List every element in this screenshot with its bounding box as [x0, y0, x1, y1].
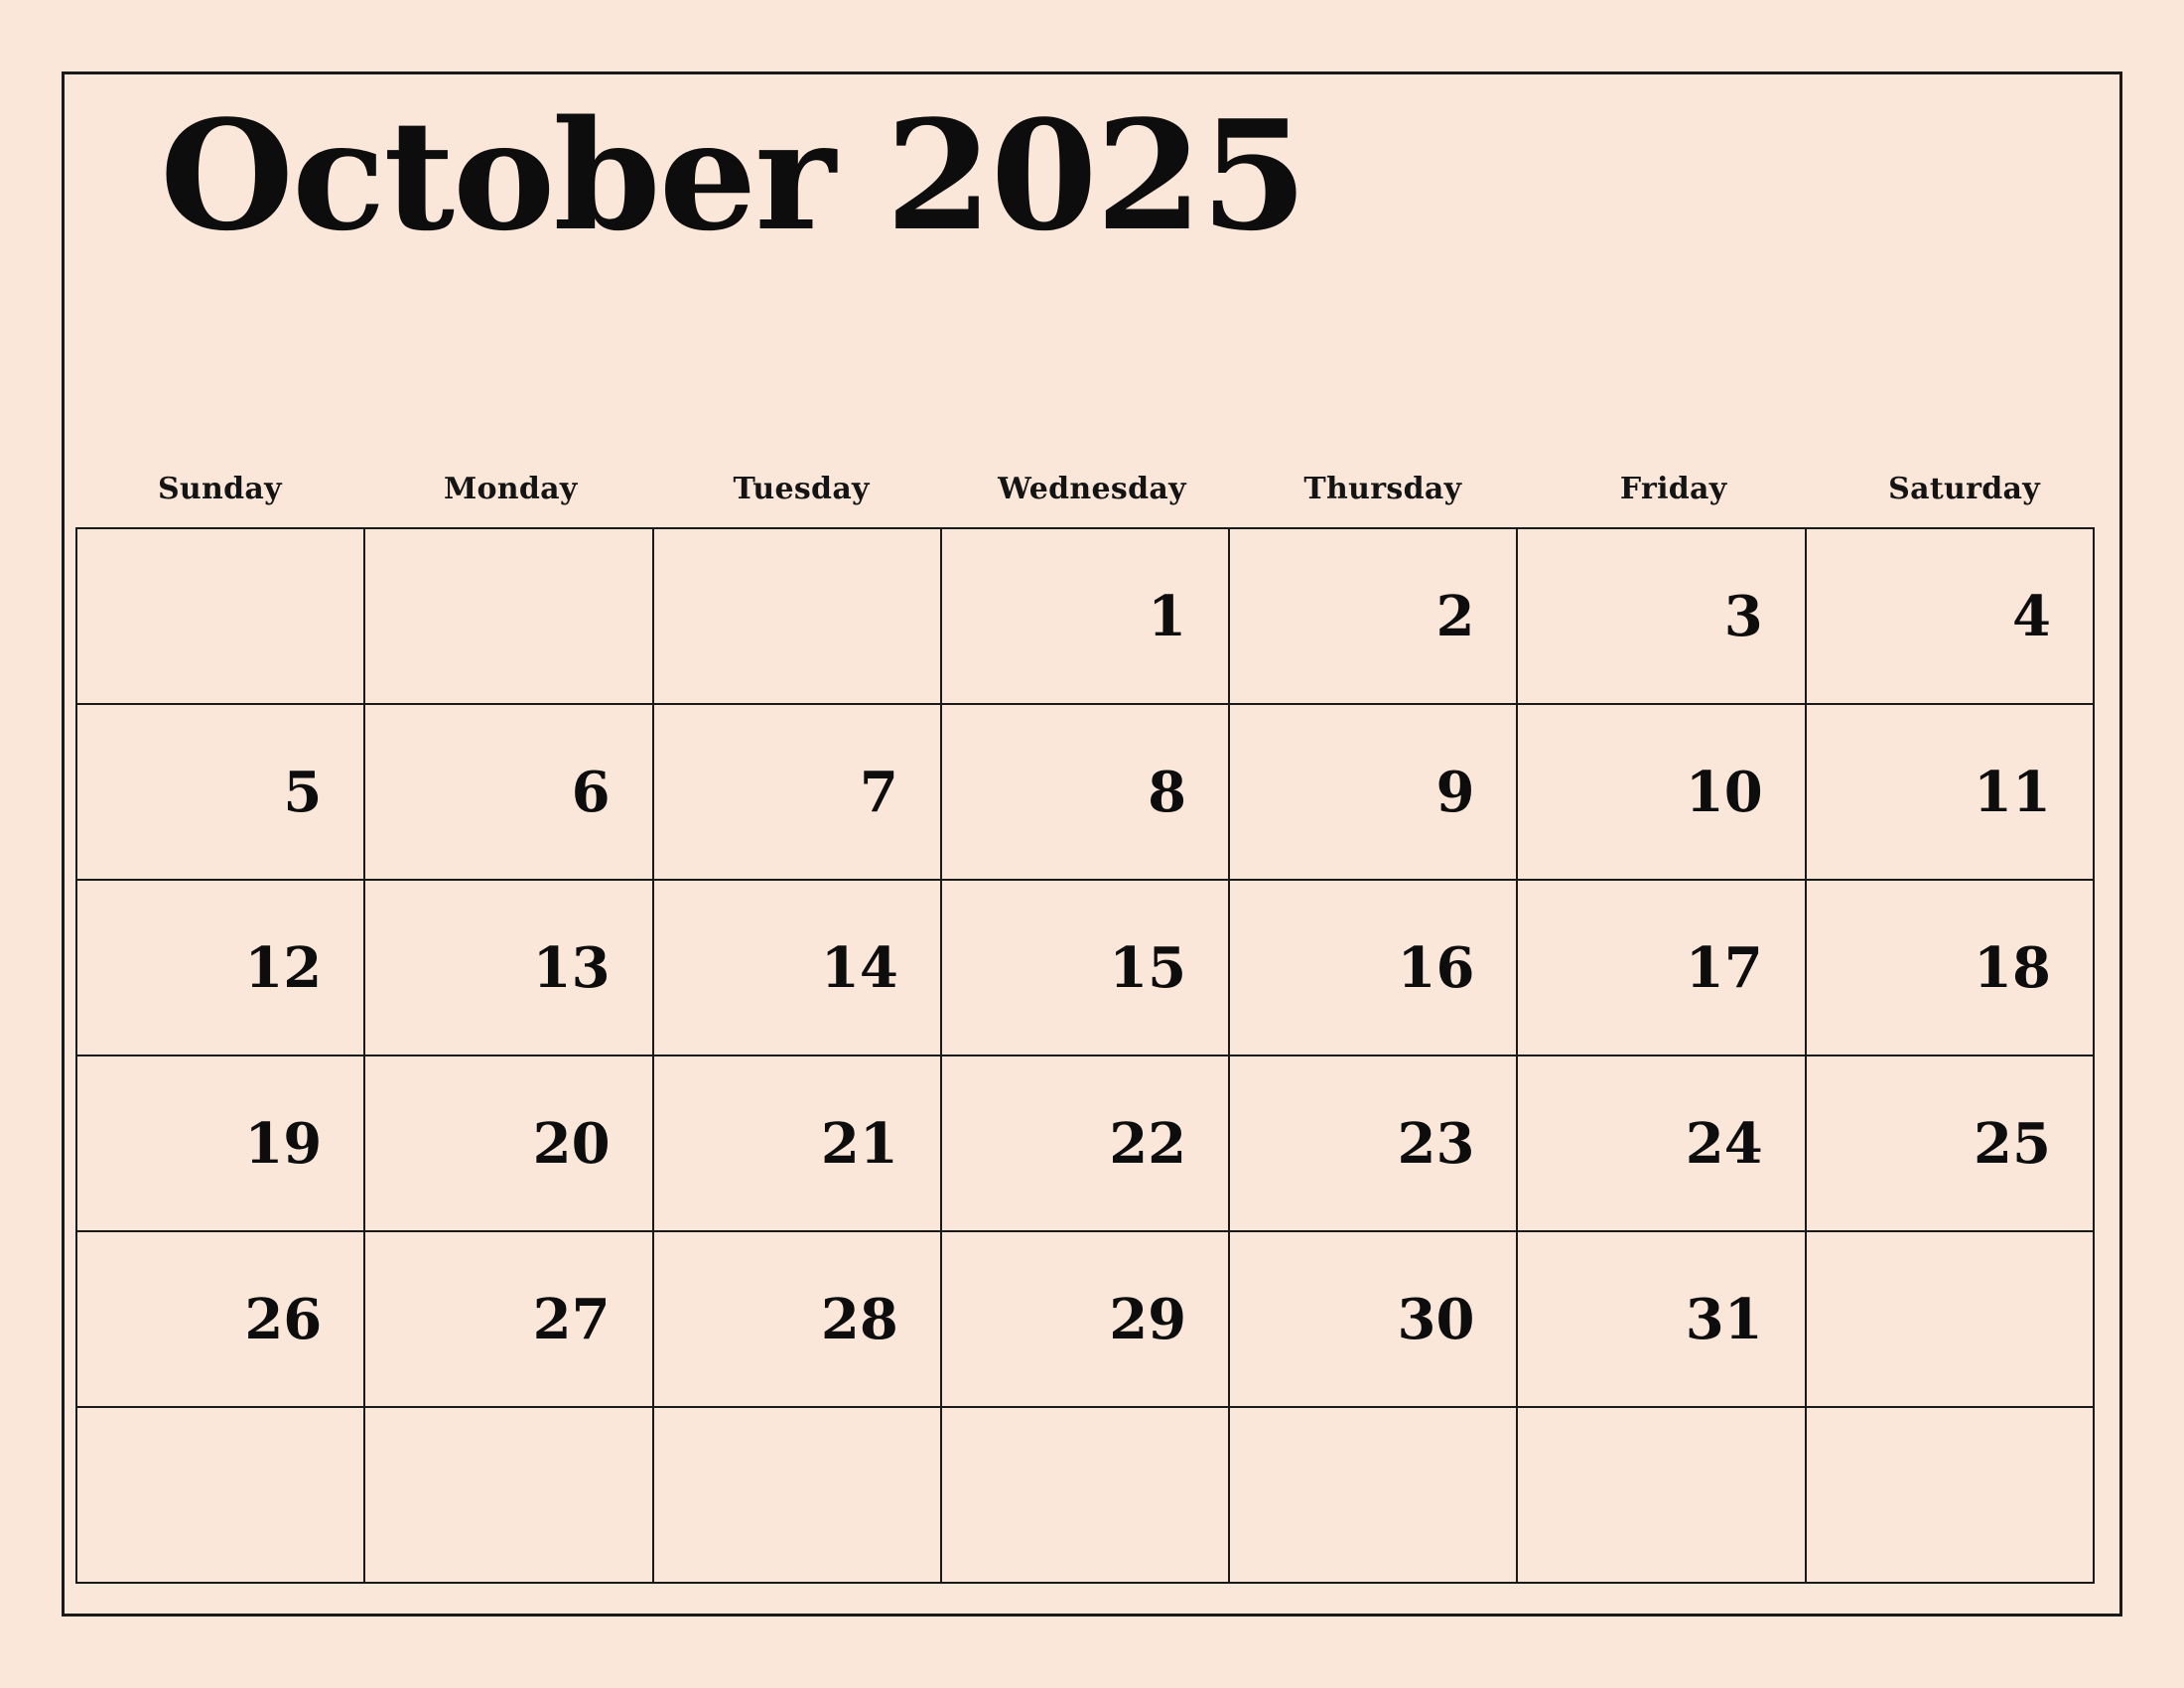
day-cell[interactable] [1807, 881, 2095, 1056]
day-cell[interactable] [942, 881, 1230, 1056]
day-number: 14 [820, 934, 898, 1001]
day-number: 2 [1435, 583, 1475, 649]
day-number: 31 [1685, 1286, 1763, 1352]
weekday-header-friday: Friday [1619, 472, 1727, 506]
day-cell[interactable] [1230, 881, 1518, 1056]
weekday-header-sunday: Sunday [157, 472, 282, 506]
day-cell[interactable] [1807, 1408, 2095, 1584]
day-number: 8 [1148, 759, 1187, 825]
day-cell[interactable] [1518, 1408, 1806, 1584]
day-number: 22 [1109, 1110, 1187, 1177]
calendar-grid [75, 527, 2095, 1584]
day-cell[interactable] [1230, 1056, 1518, 1232]
day-number: 30 [1397, 1286, 1475, 1352]
day-cell[interactable] [365, 1408, 653, 1584]
day-cell[interactable] [654, 529, 942, 705]
day-cell[interactable] [1807, 1232, 2095, 1408]
day-cell[interactable] [1518, 705, 1806, 881]
day-cell[interactable] [942, 529, 1230, 705]
day-cell[interactable] [654, 705, 942, 881]
day-number: 7 [859, 759, 898, 825]
day-cell[interactable] [77, 1408, 365, 1584]
day-cell[interactable] [1807, 705, 2095, 881]
day-cell[interactable] [942, 705, 1230, 881]
day-number: 5 [283, 759, 323, 825]
day-cell[interactable] [654, 1056, 942, 1232]
day-number: 10 [1685, 759, 1763, 825]
day-cell[interactable] [365, 1232, 653, 1408]
day-number: 25 [1974, 1110, 2051, 1177]
day-cell[interactable] [1518, 1056, 1806, 1232]
weekday-header-monday: Monday [443, 472, 578, 506]
day-cell[interactable] [654, 1232, 942, 1408]
day-cell[interactable] [1518, 881, 1806, 1056]
day-number: 12 [244, 934, 323, 1001]
day-number: 19 [244, 1110, 323, 1177]
day-cell[interactable] [942, 1408, 1230, 1584]
calendar-page [62, 71, 2122, 1617]
day-cell[interactable] [1230, 529, 1518, 705]
day-cell[interactable] [942, 1056, 1230, 1232]
calendar [65, 74, 2119, 1614]
weekday-header-tuesday: Tuesday [733, 472, 870, 506]
day-number: 26 [244, 1286, 323, 1352]
day-number: 9 [1435, 759, 1475, 825]
day-cell[interactable] [654, 881, 942, 1056]
weekday-header-wednesday: Wednesday [998, 472, 1186, 506]
day-number: 1 [1148, 583, 1187, 649]
day-cell[interactable] [942, 1232, 1230, 1408]
day-number: 15 [1109, 934, 1187, 1001]
day-number: 29 [1109, 1286, 1187, 1352]
day-number: 24 [1685, 1110, 1763, 1177]
weekday-header-row [74, 472, 2110, 506]
day-number: 28 [820, 1286, 898, 1352]
day-number: 23 [1397, 1110, 1475, 1177]
day-cell[interactable] [1518, 529, 1806, 705]
day-cell[interactable] [654, 1408, 942, 1584]
day-cell[interactable] [77, 705, 365, 881]
day-cell[interactable] [1518, 1232, 1806, 1408]
day-number: 21 [820, 1110, 898, 1177]
day-number: 13 [532, 934, 611, 1001]
day-cell[interactable] [365, 1056, 653, 1232]
day-number: 6 [571, 759, 611, 825]
day-cell[interactable] [1230, 1408, 1518, 1584]
day-cell[interactable] [1807, 1056, 2095, 1232]
day-number: 20 [532, 1110, 611, 1177]
day-number: 4 [2012, 583, 2051, 649]
day-cell[interactable] [365, 529, 653, 705]
page-title: October 2025 [160, 86, 1306, 264]
day-cell[interactable] [1230, 1232, 1518, 1408]
day-number: 16 [1397, 934, 1475, 1001]
day-cell[interactable] [77, 529, 365, 705]
weekday-header-saturday: Saturday [1888, 472, 2040, 506]
day-number: 27 [532, 1286, 611, 1352]
day-cell[interactable] [1230, 705, 1518, 881]
day-cell[interactable] [1807, 529, 2095, 705]
day-cell[interactable] [77, 1056, 365, 1232]
day-number: 3 [1723, 583, 1763, 649]
day-cell[interactable] [77, 881, 365, 1056]
weekday-header-thursday: Thursday [1303, 472, 1462, 506]
day-number: 18 [1974, 934, 2051, 1001]
day-number: 17 [1685, 934, 1763, 1001]
day-cell[interactable] [365, 881, 653, 1056]
day-cell[interactable] [365, 705, 653, 881]
day-cell[interactable] [77, 1232, 365, 1408]
day-number: 11 [1974, 759, 2051, 825]
